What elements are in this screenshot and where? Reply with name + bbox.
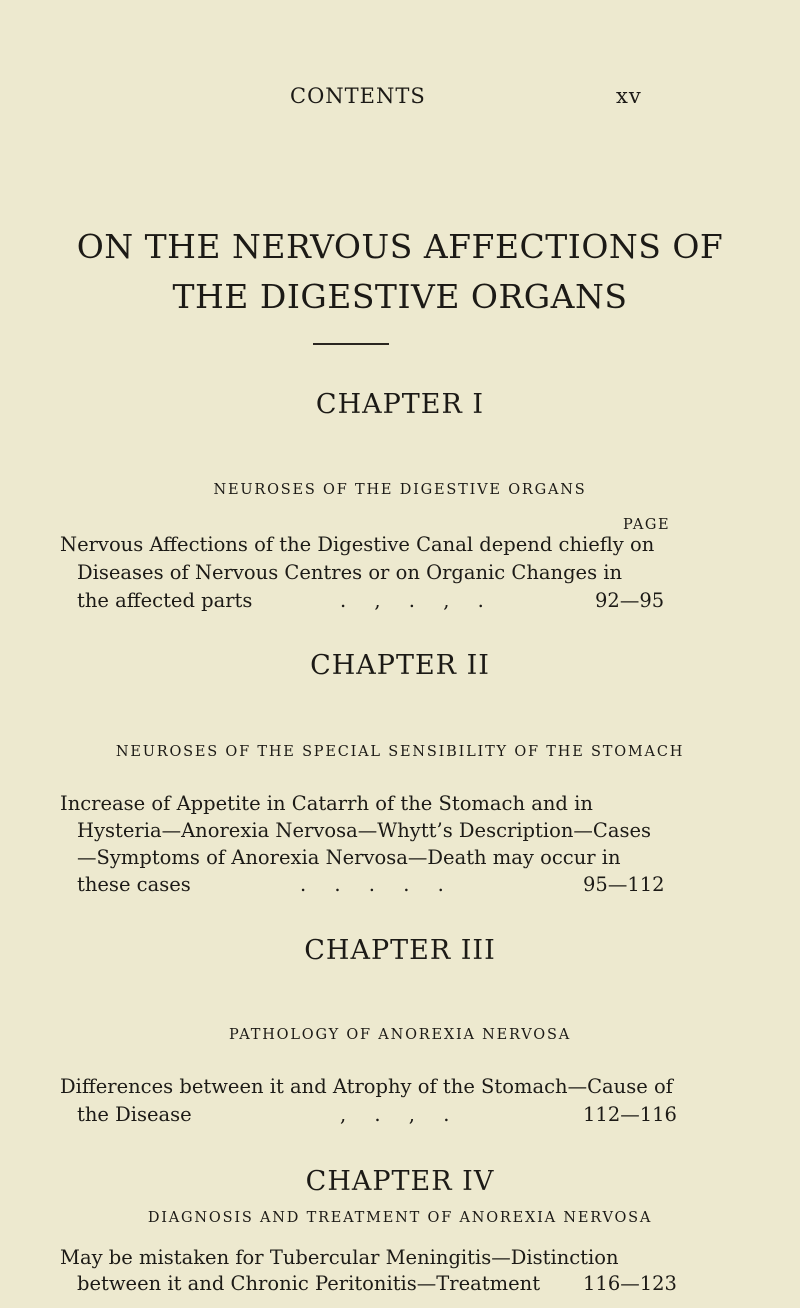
chapter-3-leader: , . , . xyxy=(340,1103,450,1126)
chapter-4-heading: CHAPTER IV xyxy=(305,1166,495,1197)
chapter-2-heading: CHAPTER II xyxy=(310,650,490,681)
chapter-1-pages: 92—95 xyxy=(595,589,665,612)
running-head-page-number: xv xyxy=(616,84,642,108)
main-title: ON THE NERVOUS AFFECTIONS OF THE DIGESTIVE ORGANS xyxy=(76,227,724,316)
chapter-1-subheading: NEUROSES OF THE DIGESTIVE ORGANS xyxy=(213,482,587,498)
chapter-2-subheading: NEUROSES OF THE SPECIAL SENSIBILITY OF THE STOMACH xyxy=(115,744,685,760)
chapter-1-line-2: Diseases of Nervous Centres or on Organic Changes in xyxy=(77,561,623,584)
chapter-1-line-1: Nervous Affections of the Digestive Canal depend chiefly on xyxy=(60,533,655,556)
chapter-3-subheading: PATHOLOGY OF ANOREXIA NERVOSA xyxy=(229,1027,571,1043)
chapter-3-line-1: Differences between it and Atrophy of the Stomach—Cause of xyxy=(60,1075,673,1098)
chapter-1-heading: CHAPTER I xyxy=(315,389,485,420)
chapter-2-leader: . . . . . xyxy=(300,873,444,896)
chapter-2-line-3: —Symptoms of Anorexia Nervosa—Death may occur in xyxy=(77,846,621,869)
chapter-3-line-2: the Disease xyxy=(77,1103,192,1126)
chapter-1-line-3: the affected parts xyxy=(77,589,253,612)
chapter-4-pages: 116—123 xyxy=(583,1272,677,1295)
chapter-2-pages: 95—112 xyxy=(583,873,665,896)
title-divider xyxy=(313,343,389,345)
chapter-2-line-4: these cases xyxy=(77,873,191,896)
chapter-3-heading: CHAPTER III xyxy=(304,935,496,966)
chapter-2-line-2: Hysteria—Anorexia Nervosa—Whytt’s Description—Cases xyxy=(77,819,652,842)
chapter-4-line-1: May be mistaken for Tubercular Meningitis—Distinction xyxy=(60,1246,619,1269)
chapter-4-line-2: between it and Chronic Peritonitis—Treatment xyxy=(77,1272,541,1295)
chapter-1-leader: . , . , . xyxy=(340,589,484,612)
page-column-label: PAGE xyxy=(623,517,671,533)
chapter-2-line-1: Increase of Appetite in Catarrh of the Stomach and in xyxy=(60,792,593,815)
running-head-title: CONTENTS xyxy=(290,84,426,108)
chapter-4-subheading: DIAGNOSIS AND TREATMENT OF ANOREXIA NERVOSA xyxy=(147,1210,653,1226)
chapter-3-pages: 112—116 xyxy=(583,1103,677,1126)
